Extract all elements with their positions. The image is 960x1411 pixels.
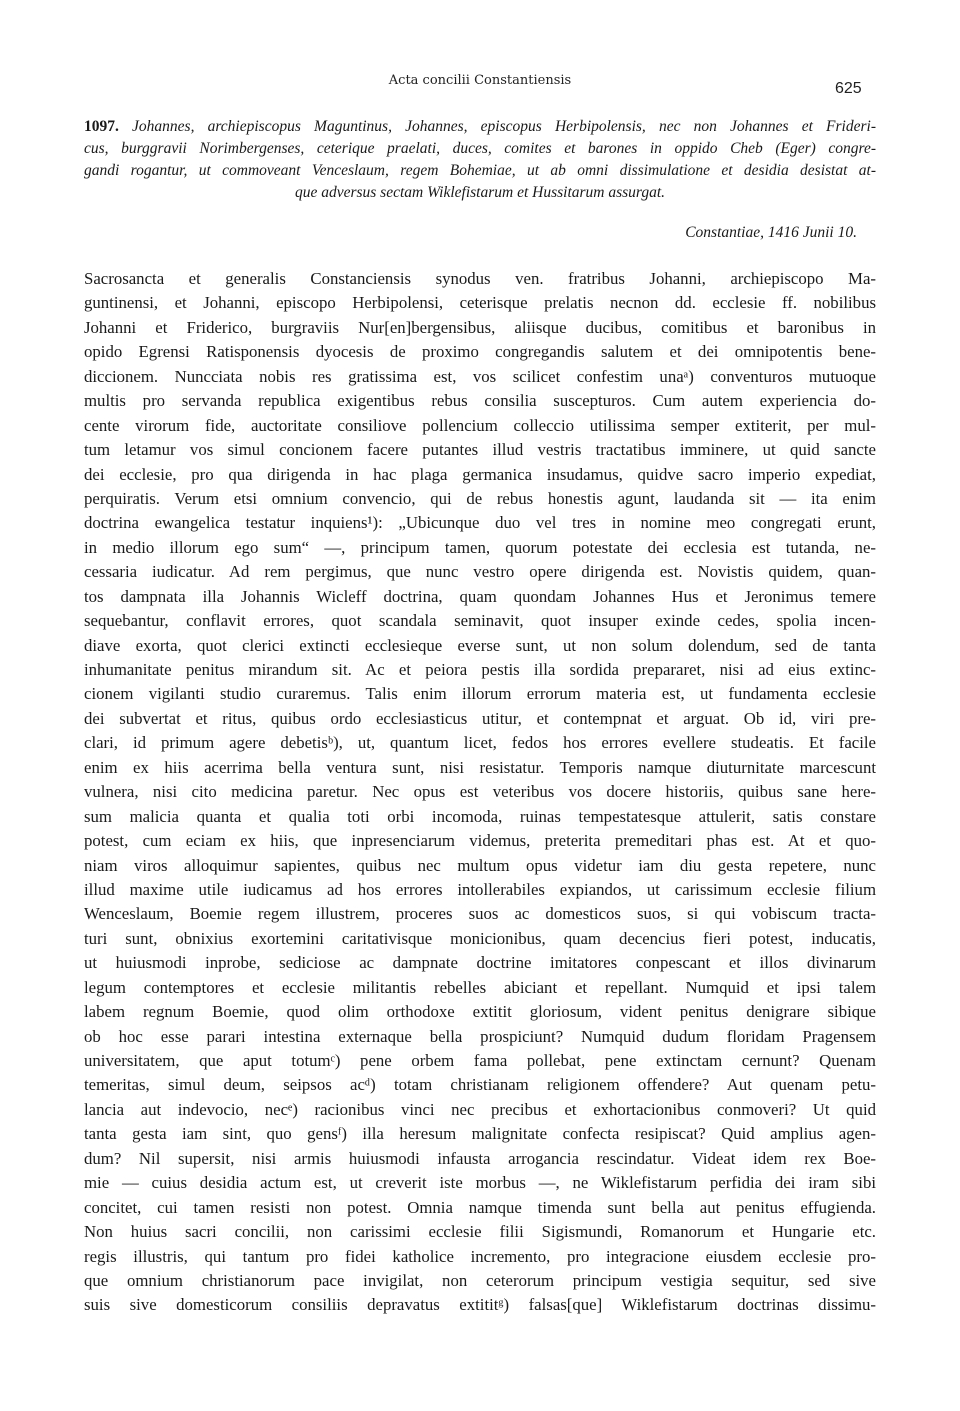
body-line: illud maxime utile iudicamus ad hos errores intollerabiles expiandos, ut carissimum ecclesie filium [84, 879, 876, 899]
body-line: sequebantur, conflavit errores, quot scandala seminavit, quot insuper exinde cedes, spolia incen- [84, 611, 876, 631]
document-number: 1097. [84, 118, 119, 135]
body-line: perquiratis. Verum etsi omnium convencio, qui de rebus honestis agunt, laudanda sit — ita enim [84, 488, 876, 508]
body-line: suis sive domesticorum consiliis depravatus extititᵍ) falsas[que] Wiklefistarum doctrinas dissimu- [84, 1295, 876, 1315]
body-line: cessaria iudicatur. Ad rem pergimus, que nunc vestro opere dirigenda est. Novistis quidem, quan- [84, 562, 876, 582]
body-line: dum? Nil supersit, nisi armis huiusmodi infausta arrogancia rescindatur. Videat idem rex Boe- [84, 1148, 876, 1168]
body-line: niam viros alloquimur sapientes, quibus nec multum opus videtur iam diu gesta repetere, nunc [84, 855, 876, 875]
body-line: tanta gesta iam sint, quo gensᶠ) illa heresum malignitate confecta resipiscat? Quid amplius agen- [84, 1124, 876, 1144]
body-line: Wenceslaum, Boemie regem illustrem, proceres suos ac domesticos suos, si qui vobiscum tracta- [84, 904, 876, 924]
body-line: que omnium christianorum pace invigilat, non ceterorum principum vestigia sequitur, sed sive [84, 1270, 876, 1290]
running-title: Acta concilii Constantiensis [388, 73, 572, 88]
body-line: Johanni et Friderico, burgraviis Nur[en]bergensibus, aliisque ducibus, comitibus et baronibus in [84, 317, 876, 337]
body-line: ut huiusmodi inprobe, sediciose ac dampnate doctrine imitatores conpescant et illos divinarum [84, 953, 876, 973]
body-line: turi sunt, obnixius exortemini caritativisque monicionibus, quam decencius fieri potest, inducatis, [84, 928, 876, 948]
body-line: temeritas, simul deum, seipsos acᵈ) totam christianam religionem offendere? Aut quenam petu- [84, 1075, 876, 1095]
document-summary [84, 116, 876, 204]
body-line: in medio illorum ego sum“ —, principum tamen, quorum potestate dei ecclesia est tutanda, ne- [84, 537, 876, 557]
summary-line: que adversus sectam Wiklefistarum et Hussitarum assurgat. [294, 184, 666, 201]
body-line: opido Egrensi Ratisponensis dyocesis de proximo congregandis salutem et dei omnipotentis bene- [84, 342, 876, 362]
body-line: Non huius sacri concilii, non carissimi ecclesie filii Sigismundi, Romanorum et Hungarie etc. [84, 1222, 876, 1242]
body-line: sum malicia quanta et qualia toti orbi incomoda, ruinas tempestatesque attulerit, satis constare [84, 806, 876, 826]
body-line: enim ex hiis acerrima bella ventura sunt, nisi resistatur. Temporis namque diuturnitate marcescunt [84, 757, 876, 777]
body-line: multis pro servanda republica exigentibus rebus consilia suscepturos. Cum autem experiencia do- [84, 391, 876, 411]
body-line: Sacrosancta et generalis Constanciensis synodus ven. fratribus Johanni, archiepiscopo Ma- [84, 269, 876, 288]
summary-line: gandi rogantur, ut commoveant Venceslaum, regem Bohemiae, ut ab omni dissimulatione et desidia desistat at- [84, 162, 876, 179]
body-line: ob hoc esse parari intestina externaque bella prospiciunt? Numquid dudum floridam Pragensem [84, 1026, 876, 1046]
body-line: diccionem. Nuncciata nobis res gratissima est, vos scilicet confestim unaᵃ) conventuros mutuoque [84, 366, 876, 386]
body-line: labem regnum Boemie, quod olim orthodoxe extitit gloriosum, vident penitus denigrare sibique [84, 1002, 876, 1022]
body-line: concitet, cui tamen resisti non potest. Omnia namque timenda sunt bella aut penitus effugienda. [84, 1197, 876, 1217]
summary-line: cus, burggravii Norimbergenses, ceterique praelati, duces, comites et barones in oppido Cheb (Eger) congre- [84, 140, 876, 157]
page-number: 625 [835, 80, 862, 97]
body-line: inhumanitate penitus mirandum sit. Ac et peiora pestis illa sordida prepararet, nisi ad eius extinc- [84, 660, 876, 679]
body-line: mie — cuius desidia actum est, ut creverit iste morbus —, ne Wiklefistarum perfidia dei iram sibi [84, 1173, 876, 1193]
body-line: legum contemptores et ecclesie militantis rebelles abiciant et repellant. Numquid et ipsi talem [84, 977, 876, 997]
body-line: universitatem, que aput totumᶜ) pene orbem fama pollebat, pene extinctam cernunt? Quenam [84, 1051, 876, 1070]
summary-line [84, 116, 876, 138]
summary-line-text: Johannes, archiepiscopus Maguntinus, Johannes, episcopus Herbipolensis, nec non Johannes et Frideri- [132, 118, 876, 135]
body-line: doctrina ewangelica testatur inquiens¹): „Ubicunque duo vel tres in nomine meo congregati erunt, [84, 513, 876, 533]
body-line: regis illustris, qui tantum pro fidei katholice incremento, pro integracione eiusdem ecclesie pro- [84, 1246, 876, 1266]
body-line: tum letamur vos simul concionem facere putantes illud vestris tractatibus imminere, ut quid sancte [84, 440, 876, 460]
body-line: vulnera, nisi cito medicina paretur. Nec opus est veteribus vos docere historiis, quibus sane here- [84, 782, 876, 802]
body-line: cente virorum fide, auctoritate consiliove pollencium colleccio utilissima semper extiterit, per mul- [84, 415, 876, 435]
body-line: cionem vigilanti studio curaremus. Talis enim illorum errorum materia est, ut fundamenta ecclesie [84, 684, 876, 704]
body-line: lancia aut indevocio, necᵉ) racionibus vinci nec precibus et exhortacionibus conmoveri? Ut quid [84, 1099, 876, 1119]
body-line: tos dampnata illa Johannis Wicleff doctrina, quam quondam Johannes Hus et Jeronimus temere [84, 586, 876, 606]
date-line: Constantiae, 1416 Junii 10. [685, 224, 857, 241]
body-line: dei ecclesie, pro qua dirigenda in hac plaga germanica insudamus, quidve sacro imperio expediat, [84, 464, 876, 484]
body-line: guntinensi, et Johanni, episcopo Herbipolensi, ceterisque prelatis necnon dd. ecclesie ff. nobilibus [84, 293, 876, 313]
body-line: potest, cum eciam ex hiis, que inpresenciarum videmus, preterita premeditari phas est. At et quo- [84, 831, 876, 851]
body-line: clari, id primum agere debetisᵇ), ut, quantum licet, fedos hos errores evellere studeatis. Et facile [84, 733, 876, 753]
body-line: diave exorta, quot clerici extincti ecclesieque everse sunt, ut non solum dolendum, sed de tanta [84, 635, 876, 655]
body-line: dei subvertat et ritus, quibus ordo ecclesiasticus utitur, et contempnat et arguat. Ob id, viri pre- [84, 708, 876, 728]
body-text [84, 267, 876, 1318]
